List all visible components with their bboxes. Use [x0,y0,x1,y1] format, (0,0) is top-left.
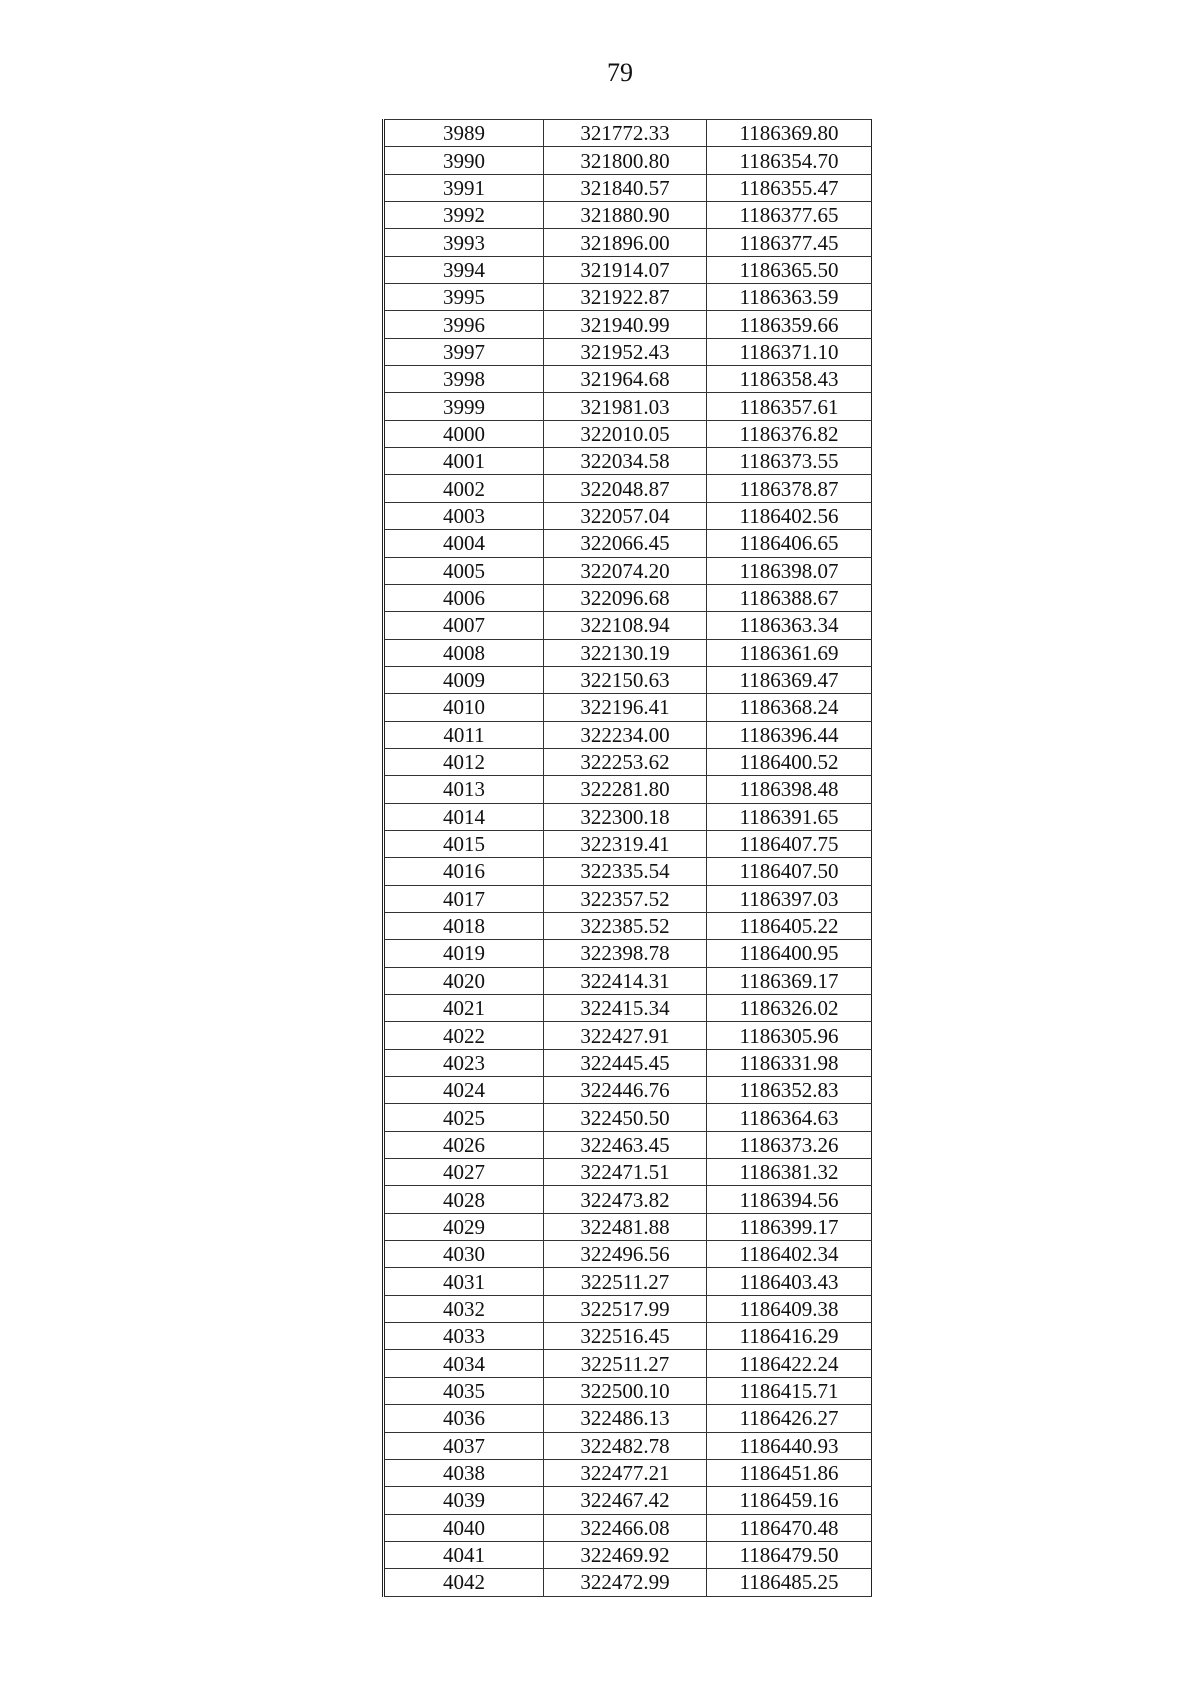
table-row [385,858,872,885]
table-row [385,1350,872,1377]
table-row [385,202,872,229]
y-coordinate-cell: 1186400.95 [707,940,872,967]
point-number-cell: 4023 [385,1049,544,1076]
y-coordinate-cell: 1186365.50 [707,256,872,283]
point-number-cell: 4002 [385,475,544,502]
point-number-cell: 4027 [385,1159,544,1186]
y-coordinate-cell: 1186326.02 [707,995,872,1022]
x-coordinate-cell: 322398.78 [544,940,707,967]
table-row [385,885,872,912]
x-coordinate-cell: 322471.51 [544,1159,707,1186]
x-coordinate-cell: 322473.82 [544,1186,707,1213]
coordinates-table [385,119,872,1597]
point-number-cell: 4029 [385,1213,544,1240]
y-coordinate-cell: 1186403.43 [707,1268,872,1295]
table-row [385,803,872,830]
point-number-cell: 4041 [385,1541,544,1568]
point-number-cell: 3994 [385,256,544,283]
y-coordinate-cell: 1186409.38 [707,1295,872,1322]
point-number-cell: 4021 [385,995,544,1022]
table-row [385,174,872,201]
table-row [385,475,872,502]
y-coordinate-cell: 1186369.80 [707,120,872,147]
table-row [385,1049,872,1076]
y-coordinate-cell: 1186363.34 [707,612,872,639]
table-row [385,1159,872,1186]
x-coordinate-cell: 322511.27 [544,1350,707,1377]
x-coordinate-cell: 321880.90 [544,202,707,229]
y-coordinate-cell: 1186416.29 [707,1323,872,1350]
table-row [385,147,872,174]
x-coordinate-cell: 322066.45 [544,530,707,557]
table-row [385,420,872,447]
y-coordinate-cell: 1186400.52 [707,748,872,775]
point-number-cell: 4017 [385,885,544,912]
table-row [385,639,872,666]
table-row [385,1186,872,1213]
table-row [385,995,872,1022]
y-coordinate-cell: 1186479.50 [707,1541,872,1568]
y-coordinate-cell: 1186354.70 [707,147,872,174]
table-row [385,940,872,967]
y-coordinate-cell: 1186396.44 [707,721,872,748]
table-row [385,284,872,311]
point-number-cell: 4008 [385,639,544,666]
point-number-cell: 3998 [385,366,544,393]
table-row [385,120,872,147]
x-coordinate-cell: 322415.34 [544,995,707,1022]
x-coordinate-cell: 322385.52 [544,912,707,939]
point-number-cell: 3992 [385,202,544,229]
table-row [385,1323,872,1350]
x-coordinate-cell: 321952.43 [544,338,707,365]
y-coordinate-cell: 1186406.65 [707,530,872,557]
x-coordinate-cell: 322517.99 [544,1295,707,1322]
point-number-cell: 4031 [385,1268,544,1295]
x-coordinate-cell: 322057.04 [544,502,707,529]
table-row [385,366,872,393]
point-number-cell: 4011 [385,721,544,748]
x-coordinate-cell: 322486.13 [544,1405,707,1432]
y-coordinate-cell: 1186358.43 [707,366,872,393]
x-coordinate-cell: 322319.41 [544,830,707,857]
x-coordinate-cell: 322469.92 [544,1541,707,1568]
y-coordinate-cell: 1186377.65 [707,202,872,229]
x-coordinate-cell: 322234.00 [544,721,707,748]
table-row [385,557,872,584]
table-row [385,1514,872,1541]
table-row [385,1077,872,1104]
y-coordinate-cell: 1186359.66 [707,311,872,338]
table-row [385,967,872,994]
point-number-cell: 4042 [385,1569,544,1596]
point-number-cell: 3990 [385,147,544,174]
point-number-cell: 4039 [385,1487,544,1514]
y-coordinate-cell: 1186405.22 [707,912,872,939]
point-number-cell: 3995 [385,284,544,311]
y-coordinate-cell: 1186369.47 [707,666,872,693]
x-coordinate-cell: 321940.99 [544,311,707,338]
point-number-cell: 4022 [385,1022,544,1049]
x-coordinate-cell: 322467.42 [544,1487,707,1514]
x-coordinate-cell: 322500.10 [544,1377,707,1404]
x-coordinate-cell: 322482.78 [544,1432,707,1459]
y-coordinate-cell: 1186373.55 [707,448,872,475]
y-coordinate-cell: 1186331.98 [707,1049,872,1076]
y-coordinate-cell: 1186394.56 [707,1186,872,1213]
x-coordinate-cell: 321896.00 [544,229,707,256]
point-number-cell: 3997 [385,338,544,365]
y-coordinate-cell: 1186415.71 [707,1377,872,1404]
table-row [385,584,872,611]
y-coordinate-cell: 1186391.65 [707,803,872,830]
point-number-cell: 4003 [385,502,544,529]
table-row [385,338,872,365]
y-coordinate-cell: 1186377.45 [707,229,872,256]
coordinates-table-container [382,119,869,1597]
y-coordinate-cell: 1186459.16 [707,1487,872,1514]
table-row [385,721,872,748]
x-coordinate-cell: 322463.45 [544,1131,707,1158]
table-row [385,1459,872,1486]
point-number-cell: 3989 [385,120,544,147]
y-coordinate-cell: 1186426.27 [707,1405,872,1432]
x-coordinate-cell: 322074.20 [544,557,707,584]
table-row [385,1487,872,1514]
y-coordinate-cell: 1186369.17 [707,967,872,994]
table-row [385,612,872,639]
x-coordinate-cell: 321840.57 [544,174,707,201]
table-row [385,1104,872,1131]
point-number-cell: 4034 [385,1350,544,1377]
x-coordinate-cell: 322414.31 [544,967,707,994]
point-number-cell: 3991 [385,174,544,201]
y-coordinate-cell: 1186470.48 [707,1514,872,1541]
x-coordinate-cell: 321981.03 [544,393,707,420]
y-coordinate-cell: 1186388.67 [707,584,872,611]
point-number-cell: 4020 [385,967,544,994]
table-row [385,502,872,529]
table-row [385,694,872,721]
table-row [385,311,872,338]
point-number-cell: 4040 [385,1514,544,1541]
y-coordinate-cell: 1186371.10 [707,338,872,365]
table-row [385,912,872,939]
y-coordinate-cell: 1186361.69 [707,639,872,666]
point-number-cell: 4016 [385,858,544,885]
point-number-cell: 4012 [385,748,544,775]
point-number-cell: 3996 [385,311,544,338]
x-coordinate-cell: 322496.56 [544,1241,707,1268]
point-number-cell: 4009 [385,666,544,693]
y-coordinate-cell: 1186357.61 [707,393,872,420]
table-row [385,1432,872,1459]
coordinates-table-body [385,120,872,1597]
x-coordinate-cell: 322466.08 [544,1514,707,1541]
point-number-cell: 4037 [385,1432,544,1459]
table-row [385,830,872,857]
point-number-cell: 4028 [385,1186,544,1213]
point-number-cell: 4015 [385,830,544,857]
table-row [385,1241,872,1268]
x-coordinate-cell: 322445.45 [544,1049,707,1076]
x-coordinate-cell: 322427.91 [544,1022,707,1049]
y-coordinate-cell: 1186398.07 [707,557,872,584]
x-coordinate-cell: 322516.45 [544,1323,707,1350]
x-coordinate-cell: 322253.62 [544,748,707,775]
y-coordinate-cell: 1186373.26 [707,1131,872,1158]
table-row [385,1405,872,1432]
point-number-cell: 4038 [385,1459,544,1486]
x-coordinate-cell: 322108.94 [544,612,707,639]
point-number-cell: 4026 [385,1131,544,1158]
table-row [385,256,872,283]
y-coordinate-cell: 1186305.96 [707,1022,872,1049]
y-coordinate-cell: 1186407.50 [707,858,872,885]
y-coordinate-cell: 1186376.82 [707,420,872,447]
y-coordinate-cell: 1186378.87 [707,475,872,502]
y-coordinate-cell: 1186402.56 [707,502,872,529]
y-coordinate-cell: 1186368.24 [707,694,872,721]
point-number-cell: 4030 [385,1241,544,1268]
x-coordinate-cell: 322130.19 [544,639,707,666]
y-coordinate-cell: 1186422.24 [707,1350,872,1377]
page-number: 79 [607,58,633,87]
x-coordinate-cell: 322472.99 [544,1569,707,1596]
point-number-cell: 4036 [385,1405,544,1432]
x-coordinate-cell: 322511.27 [544,1268,707,1295]
point-number-cell: 4014 [385,803,544,830]
x-coordinate-cell: 322450.50 [544,1104,707,1131]
x-coordinate-cell: 322034.58 [544,448,707,475]
point-number-cell: 4006 [385,584,544,611]
x-coordinate-cell: 322477.21 [544,1459,707,1486]
x-coordinate-cell: 322150.63 [544,666,707,693]
x-coordinate-cell: 322281.80 [544,776,707,803]
y-coordinate-cell: 1186451.86 [707,1459,872,1486]
y-coordinate-cell: 1186485.25 [707,1569,872,1596]
point-number-cell: 4004 [385,530,544,557]
point-number-cell: 4010 [385,694,544,721]
point-number-cell: 4007 [385,612,544,639]
x-coordinate-cell: 321914.07 [544,256,707,283]
point-number-cell: 4005 [385,557,544,584]
table-row [385,1213,872,1240]
y-coordinate-cell: 1186398.48 [707,776,872,803]
y-coordinate-cell: 1186355.47 [707,174,872,201]
x-coordinate-cell: 322196.41 [544,694,707,721]
table-row [385,1268,872,1295]
table-row [385,1295,872,1322]
x-coordinate-cell: 322048.87 [544,475,707,502]
table-row [385,448,872,475]
point-number-cell: 4032 [385,1295,544,1322]
y-coordinate-cell: 1186402.34 [707,1241,872,1268]
point-number-cell: 4013 [385,776,544,803]
table-row [385,1022,872,1049]
point-number-cell: 4000 [385,420,544,447]
y-coordinate-cell: 1186352.83 [707,1077,872,1104]
table-row [385,530,872,557]
x-coordinate-cell: 321922.87 [544,284,707,311]
x-coordinate-cell: 322300.18 [544,803,707,830]
x-coordinate-cell: 322446.76 [544,1077,707,1104]
table-row [385,229,872,256]
x-coordinate-cell: 321964.68 [544,366,707,393]
x-coordinate-cell: 322357.52 [544,885,707,912]
point-number-cell: 4033 [385,1323,544,1350]
table-row [385,1377,872,1404]
table-row [385,748,872,775]
table-row [385,776,872,803]
y-coordinate-cell: 1186440.93 [707,1432,872,1459]
x-coordinate-cell: 321772.33 [544,120,707,147]
y-coordinate-cell: 1186363.59 [707,284,872,311]
table-row [385,393,872,420]
x-coordinate-cell: 322096.68 [544,584,707,611]
point-number-cell: 4024 [385,1077,544,1104]
table-row [385,1541,872,1568]
x-coordinate-cell: 322335.54 [544,858,707,885]
point-number-cell: 4035 [385,1377,544,1404]
x-coordinate-cell: 321800.80 [544,147,707,174]
y-coordinate-cell: 1186397.03 [707,885,872,912]
table-row [385,1569,872,1596]
y-coordinate-cell: 1186364.63 [707,1104,872,1131]
point-number-cell: 4018 [385,912,544,939]
point-number-cell: 4025 [385,1104,544,1131]
y-coordinate-cell: 1186399.17 [707,1213,872,1240]
y-coordinate-cell: 1186381.32 [707,1159,872,1186]
point-number-cell: 4001 [385,448,544,475]
x-coordinate-cell: 322010.05 [544,420,707,447]
table-row [385,1131,872,1158]
table-row [385,666,872,693]
point-number-cell: 3999 [385,393,544,420]
x-coordinate-cell: 322481.88 [544,1213,707,1240]
point-number-cell: 4019 [385,940,544,967]
point-number-cell: 3993 [385,229,544,256]
y-coordinate-cell: 1186407.75 [707,830,872,857]
